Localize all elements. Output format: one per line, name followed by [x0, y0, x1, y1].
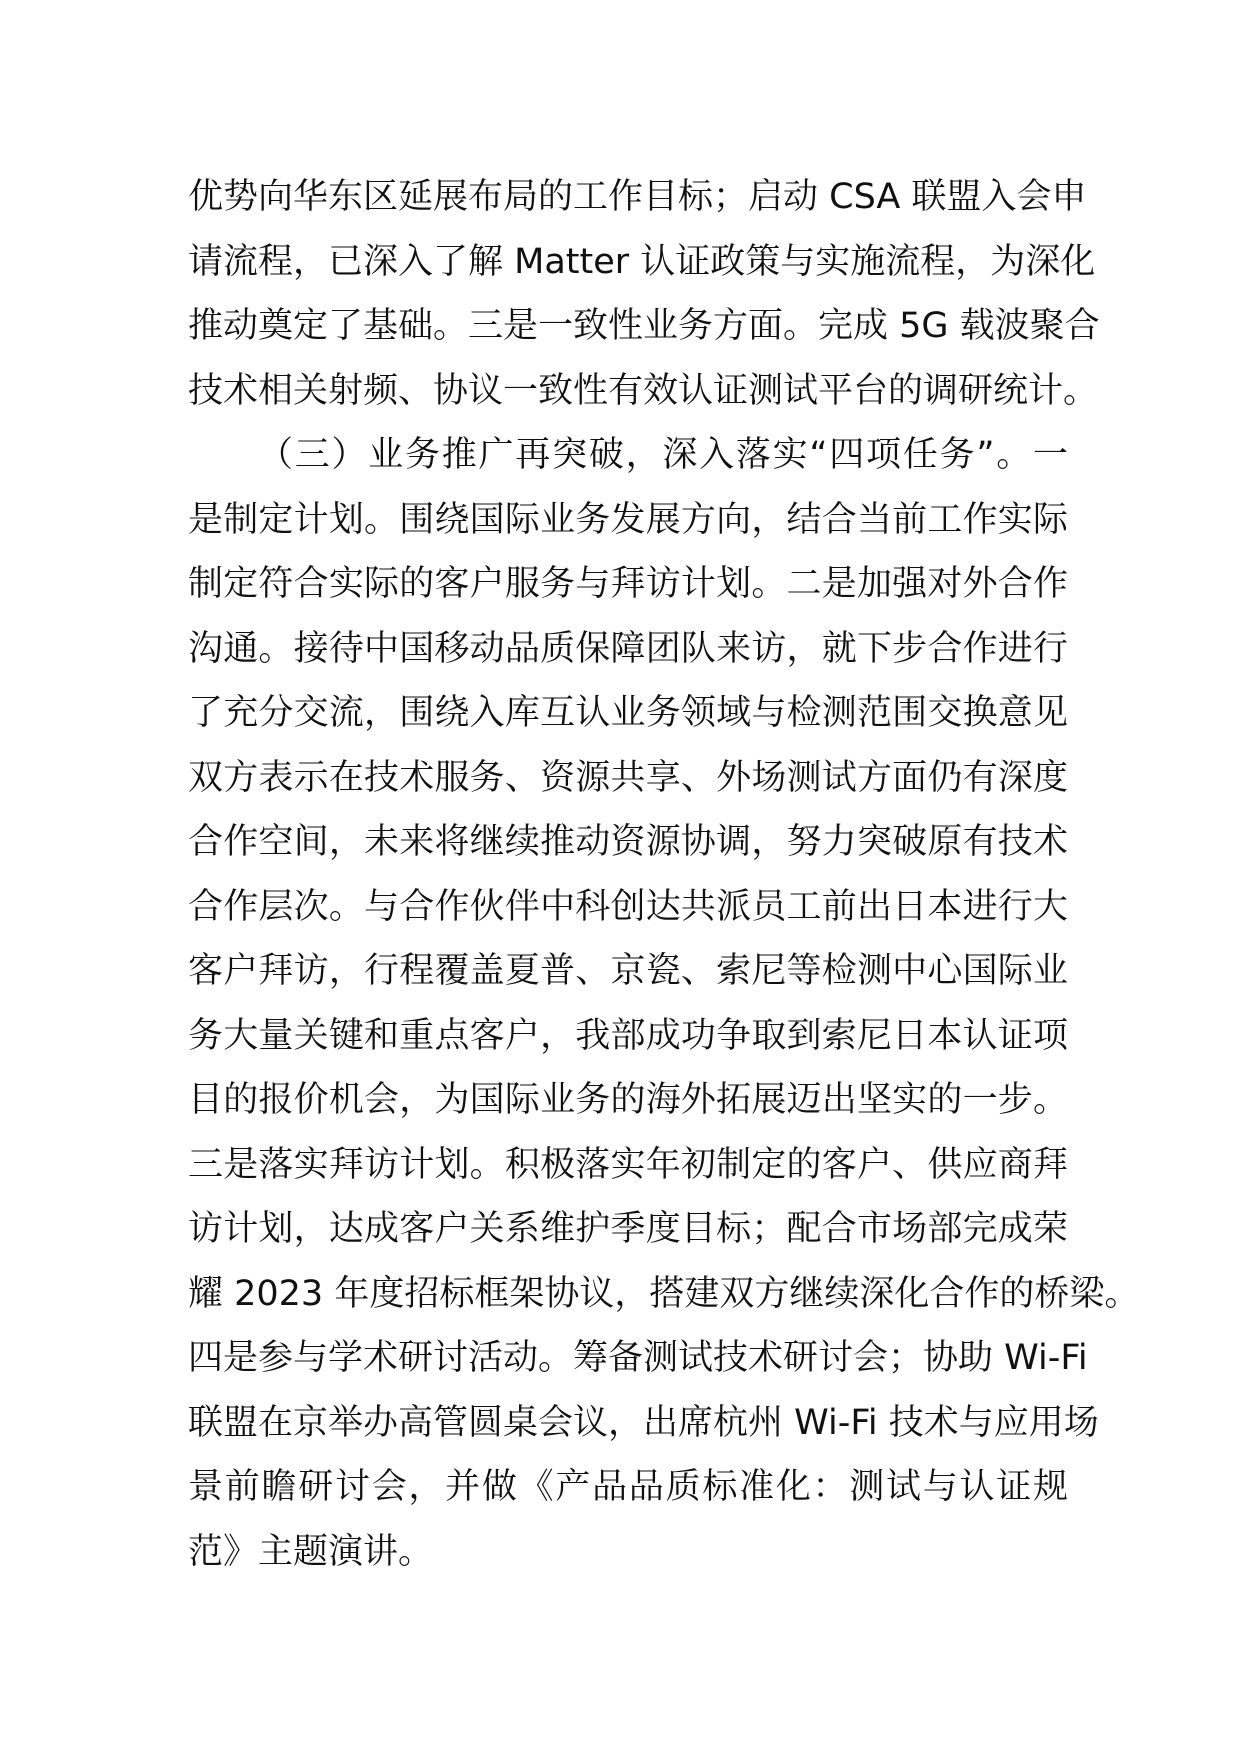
text-line: 景前瞻研讨会，并做《产品品质标准化：测试与认证规 — [188, 1467, 1068, 1507]
text-line: 沟通。接待中国移动品质保障团队来访，就下步合作进行 — [188, 628, 1068, 669]
text-line: 了充分交流，围绕入库互认业务领域与检测范围交换意见 — [188, 693, 1068, 733]
text-line: 范》主题演讲。 — [188, 1531, 434, 1572]
text-line: 合作空间，未来将继续推动资源协调，努力突破原有技术 — [188, 822, 1068, 862]
text-line: 耀 2023 年度招标框架协议，搭建双方继续深化合作的桥梁。 — [188, 1273, 1140, 1314]
text-line: 务大量关键和重点客户，我部成功争取到索尼日本认证项 — [188, 1015, 1068, 1056]
text-line: 合作层次。与合作伙伴中科创达共派员工前出日本进行大 — [188, 886, 1068, 927]
text-line: 制定符合实际的客户服务与拜访计划。二是加强对外合作 — [188, 564, 1068, 604]
text-line: 联盟在京举办高管圆桌会议，出席杭州 Wi-Fi 技术与应用场 — [188, 1402, 1099, 1443]
text-line: 优势向华东区延展布局的工作目标；启动 CSA 联盟入会申 — [188, 177, 1087, 217]
text-line: 双方表示在技术服务、资源共享、外场测试方面仍有深度 — [188, 757, 1068, 798]
text-line: 是制定计划。围绕国际业务发展方向，结合当前工作实际 — [188, 499, 1068, 540]
text-line: 四是参与学术研讨活动。筹备测试技术研讨会；协助 Wi-Fi — [188, 1338, 1088, 1378]
body-text — [188, 165, 1140, 1584]
section-heading-line: （三）业务推广再突破，深入落实“四项任务”。一 — [258, 435, 1068, 475]
text-line: 访计划，达成客户关系维护季度目标；配合市场部完成荣 — [188, 1209, 1068, 1249]
text-line: 三是落实拜访计划。积极落实年初制定的客户、供应商拜 — [188, 1144, 1068, 1185]
text-line: 客户拜访，行程覆盖夏普、京瓷、索尼等检测中心国际业 — [188, 951, 1068, 991]
text-line: 推动奠定了基础。三是一致性业务方面。完成 5G 载波聚合 — [188, 306, 1100, 346]
text-line: 目的报价机会，为国际业务的海外拓展迈出坚实的一步。 — [188, 1080, 1068, 1120]
text-line: 技术相关射频、协议一致性有效认证测试平台的调研统计。 — [188, 370, 1099, 411]
text-line: 请流程，已深入了解 Matter 认证政策与实施流程，为深化 — [188, 241, 1096, 282]
